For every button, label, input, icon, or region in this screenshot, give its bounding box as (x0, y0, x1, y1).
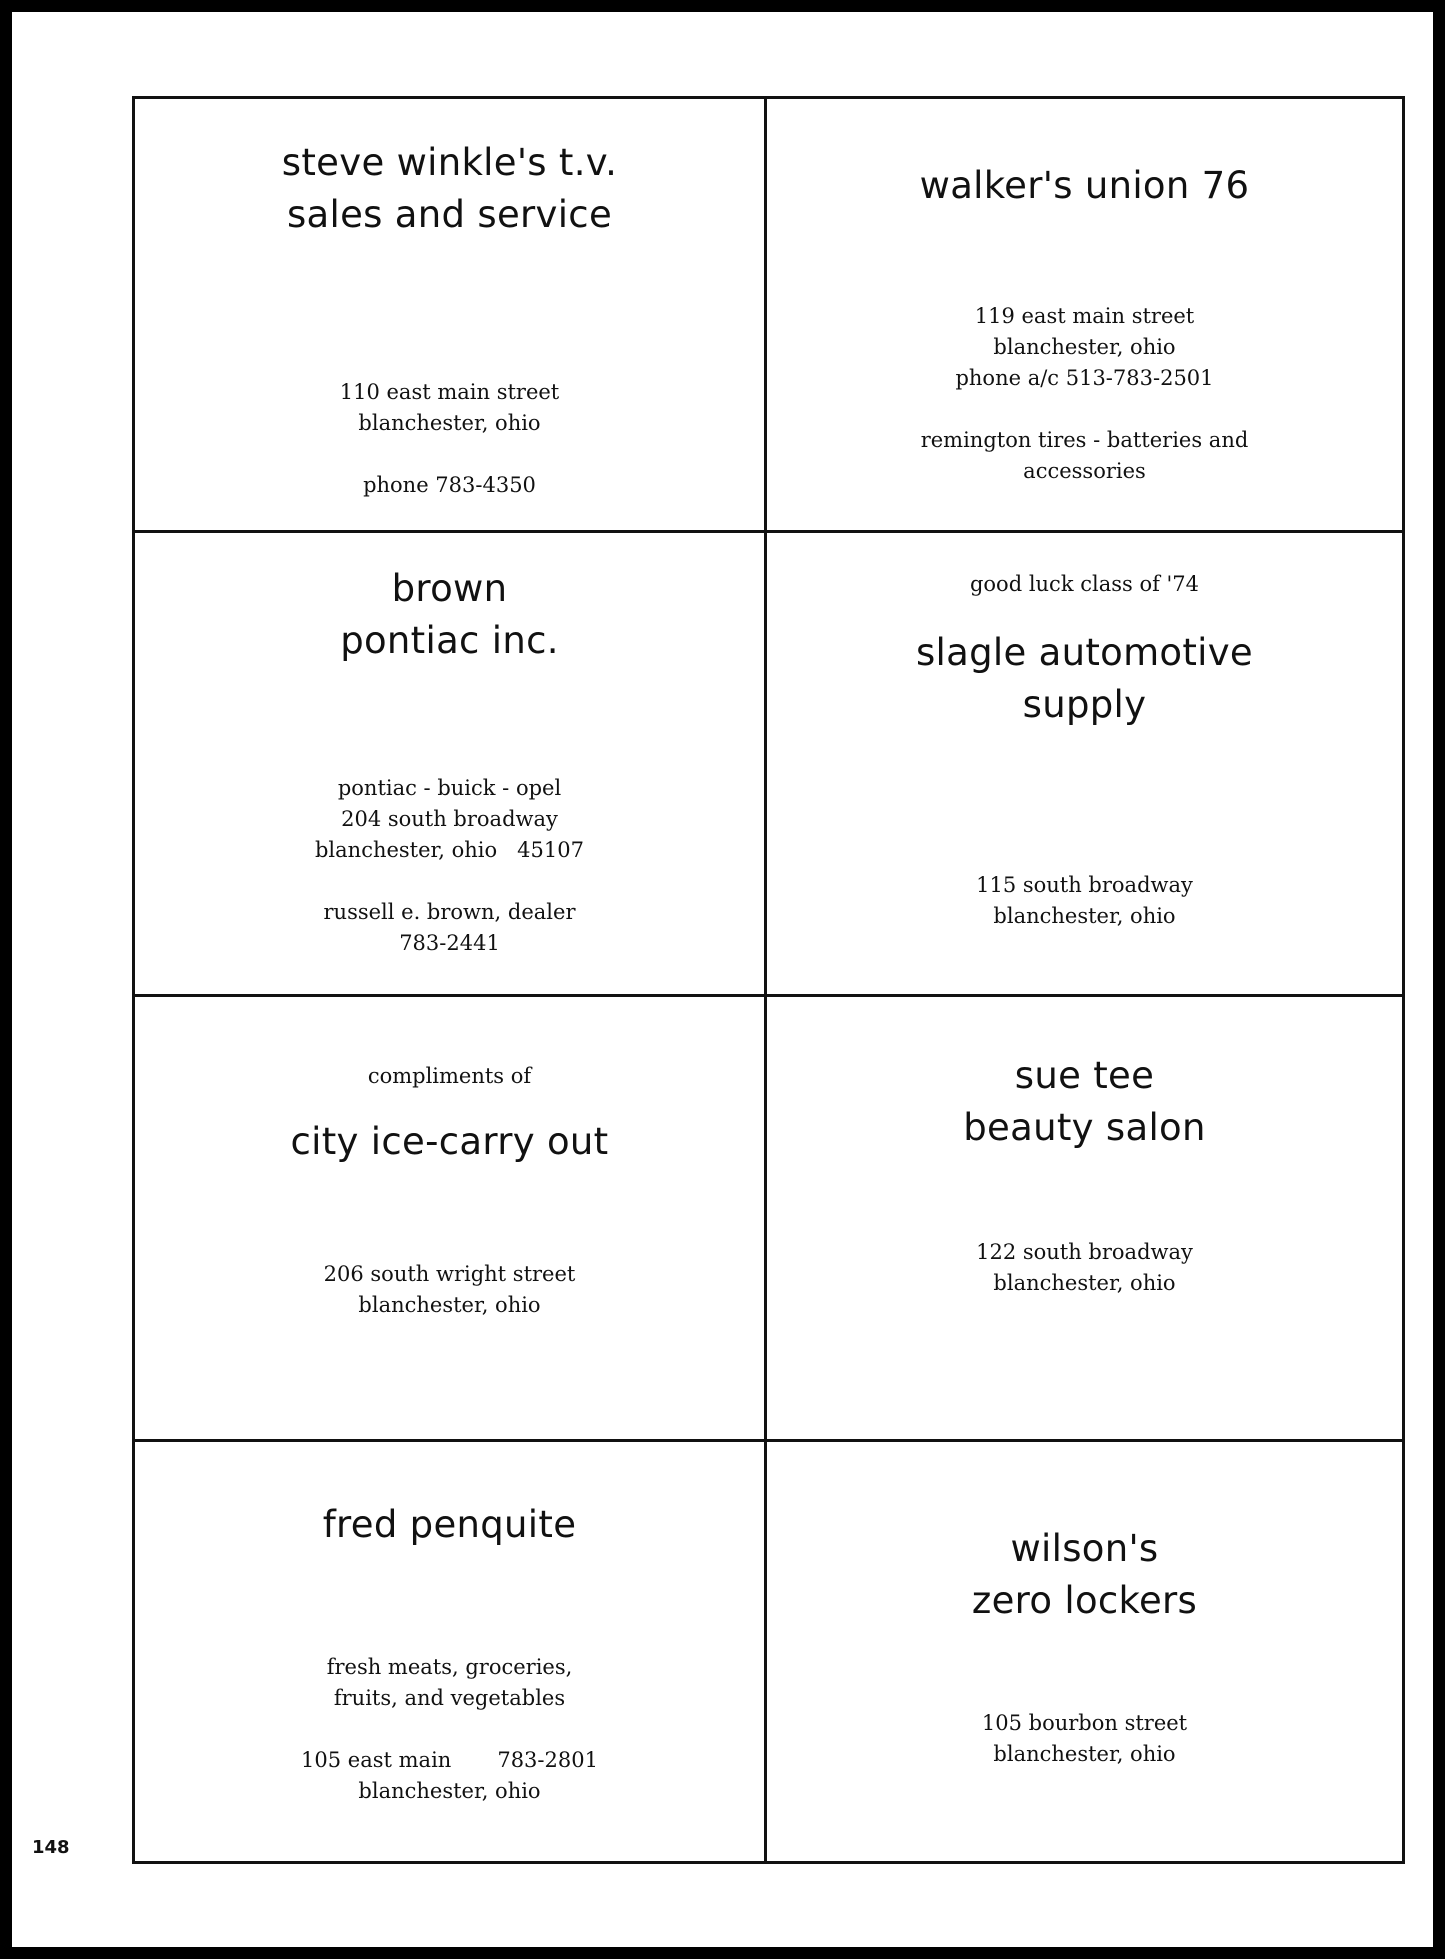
ad-fred-penquite (135, 1442, 764, 1861)
ad-city: blanchester, ohio (993, 1742, 1176, 1766)
ad-title-line1: slagle automotive (915, 631, 1254, 674)
ad-title-line1: sue tee (1014, 1054, 1155, 1097)
ad-brands: pontiac - buick - opel (337, 776, 562, 800)
ad-sue-tee-beauty-salon (767, 997, 1402, 1439)
ad-phone: 783-2801 (497, 1748, 598, 1772)
ad-address: 204 south broadway (341, 807, 558, 831)
page-number: 148 (32, 1837, 70, 1858)
ad-title-line2: pontiac inc. (340, 619, 559, 662)
ad-title-line2: supply (1022, 683, 1147, 726)
ad-city: blanchester, ohio (993, 1271, 1176, 1295)
ad-city: blanchester, ohio (358, 1293, 541, 1317)
ad-phone: phone 783-4350 (363, 473, 536, 497)
ad-greeting: good luck class of '74 (969, 572, 1200, 596)
ad-city: blanchester, ohio (358, 411, 541, 435)
ad-title: city ice-carry out (290, 1120, 609, 1163)
ad-address: 110 east main street (339, 380, 560, 404)
ad-address: 105 east main (301, 1748, 452, 1772)
yearbook-page (12, 12, 1433, 1947)
ad-title: fred penquite (322, 1503, 577, 1546)
ad-tagline-line1: remington tires - batteries and (920, 428, 1249, 452)
ad-goods-line2: fruits, and vegetables (333, 1686, 566, 1710)
ad-address: 115 south broadway (976, 873, 1193, 897)
ad-title-line2: zero lockers (971, 1579, 1198, 1622)
ad-goods-line1: fresh meats, groceries, (326, 1655, 573, 1679)
ad-dealer: russell e. brown, dealer (323, 900, 576, 924)
ad-title: walker's union 76 (919, 164, 1250, 207)
ad-phone: phone a/c 513-783-2501 (955, 366, 1214, 390)
ad-grid (132, 96, 1405, 1864)
ad-tagline-line2: accessories (1023, 459, 1146, 483)
ad-wilsons-zero-lockers (767, 1442, 1402, 1861)
ad-city: blanchester, ohio (993, 904, 1176, 928)
ad-address: 206 south wright street (323, 1262, 576, 1286)
ad-city-ice-carry-out (135, 997, 764, 1439)
ad-title-line1: wilson's (1010, 1527, 1159, 1570)
ad-title-line1: brown (391, 567, 508, 610)
ad-city: blanchester, ohio 45107 (314, 838, 584, 862)
ad-title-line2: sales and service (286, 193, 613, 236)
ad-address-phone-line (135, 1745, 764, 1776)
ad-address: 122 south broadway (976, 1240, 1193, 1264)
ad-steve-winkles-tv (135, 99, 764, 530)
ad-slagle-automotive (767, 533, 1402, 994)
ad-brown-pontiac (135, 533, 764, 994)
ad-address: 119 east main street (974, 304, 1195, 328)
ad-phone: 783-2441 (399, 931, 500, 955)
ad-title-line1: steve winkle's t.v. (281, 141, 618, 184)
ad-intro: compliments of (367, 1064, 532, 1088)
ad-walkers-union-76 (767, 99, 1402, 530)
ad-city: blanchester, ohio (993, 335, 1176, 359)
ad-title-line2: beauty salon (963, 1106, 1206, 1149)
ad-city: blanchester, ohio (358, 1779, 541, 1803)
ad-address: 105 bourbon street (981, 1711, 1188, 1735)
